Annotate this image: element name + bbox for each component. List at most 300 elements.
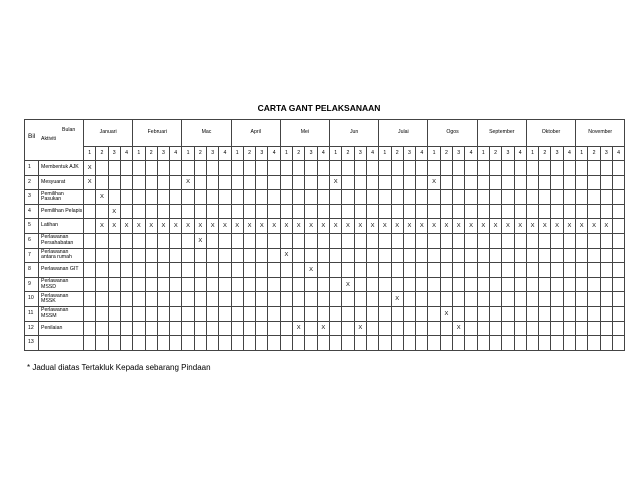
week-mark: X (428, 219, 440, 234)
week-cell (133, 161, 145, 176)
row-activity: Mesyuarat (39, 175, 84, 190)
week-cell (194, 306, 206, 321)
week-cell (157, 263, 169, 278)
week-cell (551, 306, 563, 321)
week-cell (231, 190, 243, 205)
week-cell (465, 277, 477, 292)
week-header: 2 (342, 147, 354, 161)
week-cell (84, 204, 96, 219)
week-cell (440, 277, 452, 292)
month-header: Oktober (526, 120, 575, 147)
week-cell (453, 248, 465, 263)
week-header: 3 (502, 147, 514, 161)
week-mark: X (465, 219, 477, 234)
week-cell (477, 233, 489, 248)
week-cell (539, 321, 551, 336)
week-cell (612, 292, 624, 307)
week-mark: X (182, 219, 194, 234)
week-mark: X (268, 219, 280, 234)
week-cell (157, 306, 169, 321)
table-row (25, 263, 625, 278)
week-cell (612, 336, 624, 351)
week-cell (391, 175, 403, 190)
week-cell (588, 336, 600, 351)
week-cell (219, 306, 231, 321)
week-cell (219, 321, 231, 336)
week-cell (600, 321, 612, 336)
week-cell (268, 306, 280, 321)
week-cell (612, 204, 624, 219)
month-header: September (477, 120, 526, 147)
week-cell (342, 306, 354, 321)
week-cell (317, 336, 329, 351)
week-cell (453, 204, 465, 219)
week-cell (563, 292, 575, 307)
week-cell (231, 161, 243, 176)
week-cell (84, 336, 96, 351)
week-cell (170, 248, 182, 263)
week-cell (243, 321, 255, 336)
week-mark: X (428, 175, 440, 190)
week-cell (526, 321, 538, 336)
week-cell (428, 336, 440, 351)
week-cell (317, 248, 329, 263)
week-cell (539, 175, 551, 190)
week-cell (145, 190, 157, 205)
week-cell (502, 321, 514, 336)
week-cell (219, 263, 231, 278)
row-activity: Pemilihan Pasukan (39, 190, 84, 205)
week-header: 3 (600, 147, 612, 161)
week-cell (563, 175, 575, 190)
week-cell (428, 204, 440, 219)
week-header: 2 (194, 147, 206, 161)
week-mark: X (354, 219, 366, 234)
week-cell (526, 263, 538, 278)
week-cell (391, 263, 403, 278)
week-cell (514, 190, 526, 205)
row-bil: 8 (25, 263, 39, 278)
week-cell (477, 204, 489, 219)
week-mark: X (514, 219, 526, 234)
week-mark: X (354, 321, 366, 336)
week-cell (293, 161, 305, 176)
week-cell (489, 248, 501, 263)
week-cell (256, 161, 268, 176)
week-cell (477, 161, 489, 176)
week-mark: X (280, 248, 292, 263)
week-cell (612, 161, 624, 176)
week-cell (182, 306, 194, 321)
week-cell (268, 190, 280, 205)
week-cell (465, 321, 477, 336)
week-cell (170, 233, 182, 248)
week-cell (145, 277, 157, 292)
week-cell (514, 175, 526, 190)
week-cell (465, 161, 477, 176)
week-cell (317, 306, 329, 321)
week-mark: X (342, 219, 354, 234)
month-header: Jun (330, 120, 379, 147)
week-mark: X (219, 219, 231, 234)
week-header: 1 (526, 147, 538, 161)
week-cell (514, 292, 526, 307)
week-cell (108, 161, 120, 176)
week-cell (317, 233, 329, 248)
week-cell (207, 321, 219, 336)
week-cell (268, 161, 280, 176)
week-cell (84, 233, 96, 248)
week-cell (612, 277, 624, 292)
week-header: 3 (403, 147, 415, 161)
week-cell (268, 233, 280, 248)
week-cell (526, 161, 538, 176)
week-cell (256, 277, 268, 292)
week-cell (366, 263, 378, 278)
week-cell (576, 321, 588, 336)
week-cell (84, 248, 96, 263)
week-cell (84, 263, 96, 278)
week-header: 1 (576, 147, 588, 161)
row-activity: Latihan (39, 219, 84, 234)
week-cell (108, 263, 120, 278)
week-cell (342, 263, 354, 278)
week-cell (305, 161, 317, 176)
week-cell (551, 204, 563, 219)
week-cell (551, 190, 563, 205)
week-cell (489, 204, 501, 219)
week-cell (293, 204, 305, 219)
week-cell (576, 161, 588, 176)
week-cell (120, 204, 132, 219)
month-header: Mac (182, 120, 231, 147)
week-cell (514, 204, 526, 219)
week-mark: X (305, 219, 317, 234)
week-cell (403, 190, 415, 205)
week-cell (145, 175, 157, 190)
week-cell (379, 190, 391, 205)
week-cell (453, 306, 465, 321)
week-cell (133, 277, 145, 292)
week-cell (120, 306, 132, 321)
week-cell (317, 161, 329, 176)
week-cell (428, 277, 440, 292)
week-cell (330, 292, 342, 307)
week-cell (207, 204, 219, 219)
week-cell (465, 248, 477, 263)
week-cell (551, 161, 563, 176)
row-activity: Perlawanan MSSD (39, 277, 84, 292)
gantt-table (24, 119, 625, 351)
week-cell (182, 204, 194, 219)
week-cell (526, 306, 538, 321)
week-cell (612, 219, 624, 234)
week-cell (465, 336, 477, 351)
week-cell (293, 277, 305, 292)
week-cell (403, 292, 415, 307)
week-cell (440, 175, 452, 190)
week-header: 2 (145, 147, 157, 161)
week-cell (514, 306, 526, 321)
week-cell (563, 306, 575, 321)
week-cell (256, 233, 268, 248)
week-cell (453, 277, 465, 292)
week-cell (120, 292, 132, 307)
week-cell (588, 277, 600, 292)
week-mark: X (403, 219, 415, 234)
week-cell (416, 336, 428, 351)
week-mark: X (194, 219, 206, 234)
table-row (25, 248, 625, 263)
week-cell (588, 233, 600, 248)
week-mark: X (502, 219, 514, 234)
week-cell (231, 292, 243, 307)
week-cell (612, 190, 624, 205)
week-cell (502, 306, 514, 321)
row-activity: Perlawanan antara rumah (39, 248, 84, 263)
week-header: 2 (293, 147, 305, 161)
week-cell (551, 175, 563, 190)
week-cell (526, 190, 538, 205)
week-cell (379, 233, 391, 248)
week-cell (170, 190, 182, 205)
footnote: * Jadual diatas Tertakluk Kepada sebarang Pindaan (27, 363, 211, 372)
week-cell (600, 277, 612, 292)
week-cell (600, 233, 612, 248)
week-header: 2 (588, 147, 600, 161)
week-mark: X (453, 219, 465, 234)
row-bil: 6 (25, 233, 39, 248)
week-cell (576, 263, 588, 278)
week-cell (428, 306, 440, 321)
week-cell (182, 292, 194, 307)
week-cell (526, 277, 538, 292)
row-activity (39, 336, 84, 351)
week-cell (330, 248, 342, 263)
week-cell (280, 336, 292, 351)
row-bil: 4 (25, 204, 39, 219)
week-cell (96, 292, 108, 307)
week-cell (243, 248, 255, 263)
table-row (25, 190, 625, 205)
week-cell (96, 263, 108, 278)
week-cell (453, 161, 465, 176)
week-cell (268, 336, 280, 351)
table-row (25, 277, 625, 292)
week-cell (133, 190, 145, 205)
row-activity: Perlawanan MSSM (39, 306, 84, 321)
week-header: 1 (182, 147, 194, 161)
week-cell (207, 263, 219, 278)
week-cell (489, 292, 501, 307)
week-cell (96, 248, 108, 263)
week-header: 4 (514, 147, 526, 161)
week-cell (243, 161, 255, 176)
week-cell (403, 321, 415, 336)
week-cell (243, 233, 255, 248)
week-cell (219, 277, 231, 292)
week-cell (539, 292, 551, 307)
week-cell (182, 233, 194, 248)
week-cell (305, 292, 317, 307)
week-cell (563, 233, 575, 248)
week-header: 1 (231, 147, 243, 161)
week-cell (305, 204, 317, 219)
week-cell (403, 263, 415, 278)
week-cell (330, 306, 342, 321)
week-cell (416, 321, 428, 336)
week-cell (170, 336, 182, 351)
week-cell (231, 336, 243, 351)
week-cell (256, 336, 268, 351)
week-cell (342, 161, 354, 176)
week-cell (108, 321, 120, 336)
week-cell (108, 190, 120, 205)
week-cell (280, 321, 292, 336)
week-cell (416, 292, 428, 307)
week-cell (489, 306, 501, 321)
week-cell (403, 233, 415, 248)
week-cell (84, 292, 96, 307)
week-cell (428, 233, 440, 248)
week-cell (366, 161, 378, 176)
week-cell (219, 175, 231, 190)
week-cell (330, 336, 342, 351)
week-header: 3 (108, 147, 120, 161)
month-header: November (576, 120, 625, 147)
week-cell (539, 306, 551, 321)
week-cell (194, 204, 206, 219)
week-cell (576, 248, 588, 263)
week-cell (366, 321, 378, 336)
week-cell (502, 292, 514, 307)
week-cell (563, 263, 575, 278)
week-cell (600, 161, 612, 176)
week-cell (120, 277, 132, 292)
week-cell (551, 233, 563, 248)
week-cell (354, 204, 366, 219)
week-cell (600, 306, 612, 321)
header-aktiviti: Aktiviti (41, 136, 56, 142)
week-cell (145, 204, 157, 219)
week-cell (551, 248, 563, 263)
week-header: 4 (416, 147, 428, 161)
week-cell (170, 321, 182, 336)
week-cell (366, 204, 378, 219)
week-mark: X (366, 219, 378, 234)
week-cell (108, 292, 120, 307)
week-cell (416, 161, 428, 176)
week-cell (305, 248, 317, 263)
week-cell (145, 292, 157, 307)
week-mark: X (477, 219, 489, 234)
week-cell (502, 336, 514, 351)
header-bulan: Bulan (62, 127, 76, 133)
week-cell (120, 175, 132, 190)
week-cell (588, 306, 600, 321)
week-header: 4 (120, 147, 132, 161)
week-cell (477, 306, 489, 321)
week-cell (170, 292, 182, 307)
header-row-weeks (25, 147, 625, 161)
week-cell (440, 263, 452, 278)
week-cell (342, 321, 354, 336)
week-mark: X (243, 219, 255, 234)
week-cell (600, 263, 612, 278)
week-cell (96, 161, 108, 176)
week-cell (268, 248, 280, 263)
week-header: 2 (96, 147, 108, 161)
week-cell (477, 336, 489, 351)
week-cell (576, 233, 588, 248)
week-cell (600, 248, 612, 263)
week-cell (330, 233, 342, 248)
week-cell (379, 321, 391, 336)
week-cell (133, 292, 145, 307)
week-mark: X (440, 219, 452, 234)
week-header: 4 (563, 147, 575, 161)
week-mark: X (96, 219, 108, 234)
table-row (25, 336, 625, 351)
week-cell (108, 277, 120, 292)
week-cell (391, 161, 403, 176)
week-cell (219, 161, 231, 176)
week-header: 1 (330, 147, 342, 161)
week-mark: X (539, 219, 551, 234)
week-cell (231, 233, 243, 248)
week-cell (354, 161, 366, 176)
week-cell (330, 161, 342, 176)
week-cell (416, 175, 428, 190)
week-cell (170, 175, 182, 190)
week-cell (416, 190, 428, 205)
week-cell (194, 175, 206, 190)
week-mark: X (330, 175, 342, 190)
row-bil: 9 (25, 277, 39, 292)
week-header: 2 (243, 147, 255, 161)
week-cell (354, 190, 366, 205)
week-cell (194, 336, 206, 351)
week-cell (293, 292, 305, 307)
row-bil: 2 (25, 175, 39, 190)
week-cell (539, 263, 551, 278)
week-cell (563, 204, 575, 219)
week-cell (268, 292, 280, 307)
week-cell (514, 336, 526, 351)
week-cell (576, 277, 588, 292)
week-cell (256, 292, 268, 307)
week-cell (416, 233, 428, 248)
week-cell (489, 321, 501, 336)
week-cell (563, 248, 575, 263)
week-cell (342, 248, 354, 263)
week-cell (502, 190, 514, 205)
week-cell (416, 263, 428, 278)
week-header: 2 (391, 147, 403, 161)
week-cell (502, 263, 514, 278)
week-mark: X (170, 219, 182, 234)
week-cell (305, 233, 317, 248)
week-mark: X (305, 263, 317, 278)
week-cell (477, 292, 489, 307)
week-cell (96, 321, 108, 336)
week-cell (477, 263, 489, 278)
week-cell (243, 306, 255, 321)
week-header: 3 (354, 147, 366, 161)
week-header: 4 (465, 147, 477, 161)
week-cell (194, 190, 206, 205)
row-bil: 10 (25, 292, 39, 307)
